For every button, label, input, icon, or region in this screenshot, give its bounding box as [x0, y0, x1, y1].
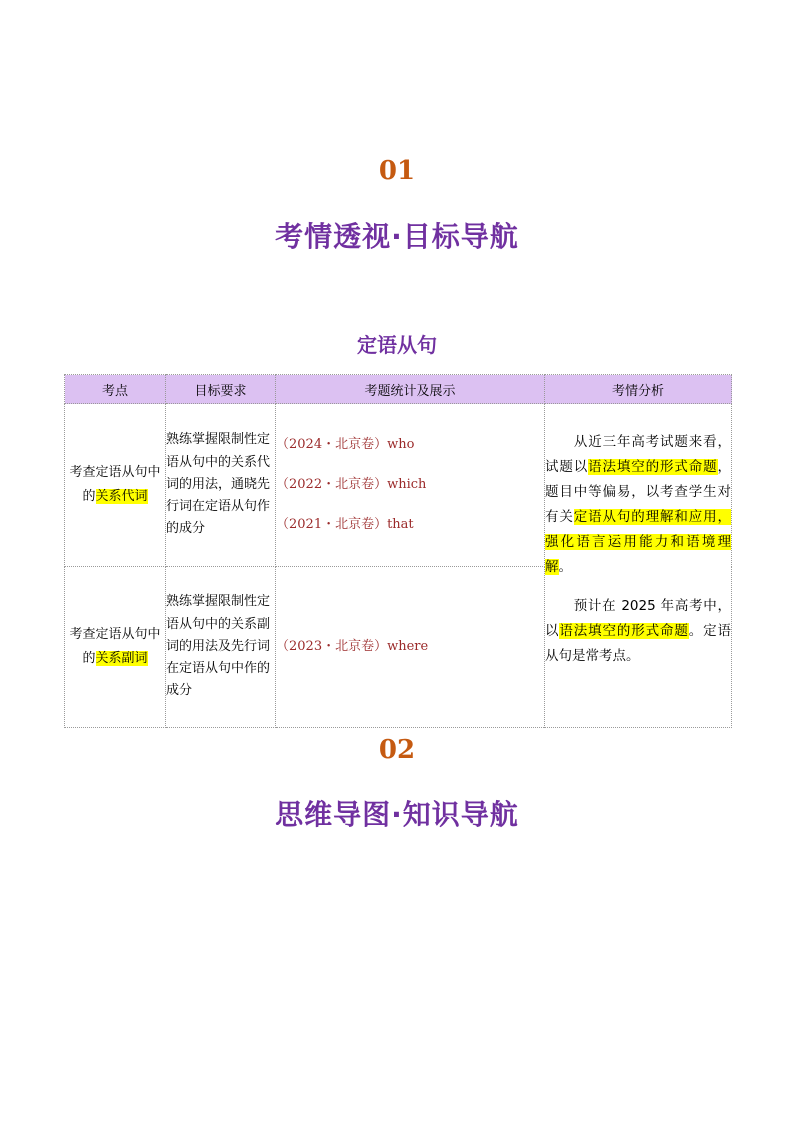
exam-analysis-table [64, 374, 732, 728]
point-text: 考查定语从句中的 [69, 465, 161, 504]
table-title: 定语从句 [357, 333, 437, 357]
table-header-row [65, 375, 732, 404]
analysis-highlight: 语法填空的形式命题 [588, 459, 718, 475]
example-item: （2024・北京卷）who [276, 437, 415, 452]
analysis-text: ，题目中等偏易，以考查学生对有关 [545, 459, 731, 525]
analysis-text: 。 [558, 559, 572, 575]
point-highlight: 关系代词 [95, 489, 148, 504]
section-2-number: 02 [378, 735, 416, 765]
analysis-highlight: 语法填空的形式命题 [559, 623, 689, 639]
analysis-text: 预计在 2025 年高考中，以 [545, 598, 731, 639]
header-examples: 考题统计及展示 [276, 375, 545, 404]
point-cell [65, 404, 166, 567]
header-point: 考点 [65, 375, 166, 404]
point-highlight: 关系副词 [95, 651, 148, 666]
analysis-paragraph-1 [545, 430, 731, 580]
header-analysis: 考情分析 [545, 375, 732, 404]
table-row [65, 404, 732, 567]
example-item: （2023・北京卷）where [276, 639, 429, 654]
requirement-cell: 熟练掌握限制性定语从句中的关系副词的用法及先行词在定语从句中作的成分 [166, 567, 276, 728]
examples-cell [276, 404, 545, 567]
point-text: 考查定语从句中的 [69, 627, 161, 666]
requirement-cell: 熟练掌握限制性定语从句中的关系代词的用法，通晓先行词在定语从句作的成分 [166, 404, 276, 567]
analysis-text: 。定语从句是常考点。 [545, 623, 731, 664]
section-1-title: 考情透视·目标导航 [275, 220, 519, 253]
point-cell [65, 567, 166, 728]
example-item: （2021・北京卷）that [276, 517, 414, 532]
section-2-title: 思维导图·知识导航 [275, 798, 519, 831]
header-requirement: 目标要求 [166, 375, 276, 404]
analysis-paragraph-2 [545, 594, 731, 669]
analysis-text: 从近三年高考试题来看，试题以 [545, 434, 731, 475]
analysis-highlight: 定语从句的理解和应用，强化语言运用能力和语境理解 [545, 509, 731, 575]
example-item: （2022・北京卷）which [276, 477, 427, 492]
section-1-number: 01 [378, 156, 416, 186]
analysis-cell [545, 404, 732, 728]
examples-cell [276, 567, 545, 728]
